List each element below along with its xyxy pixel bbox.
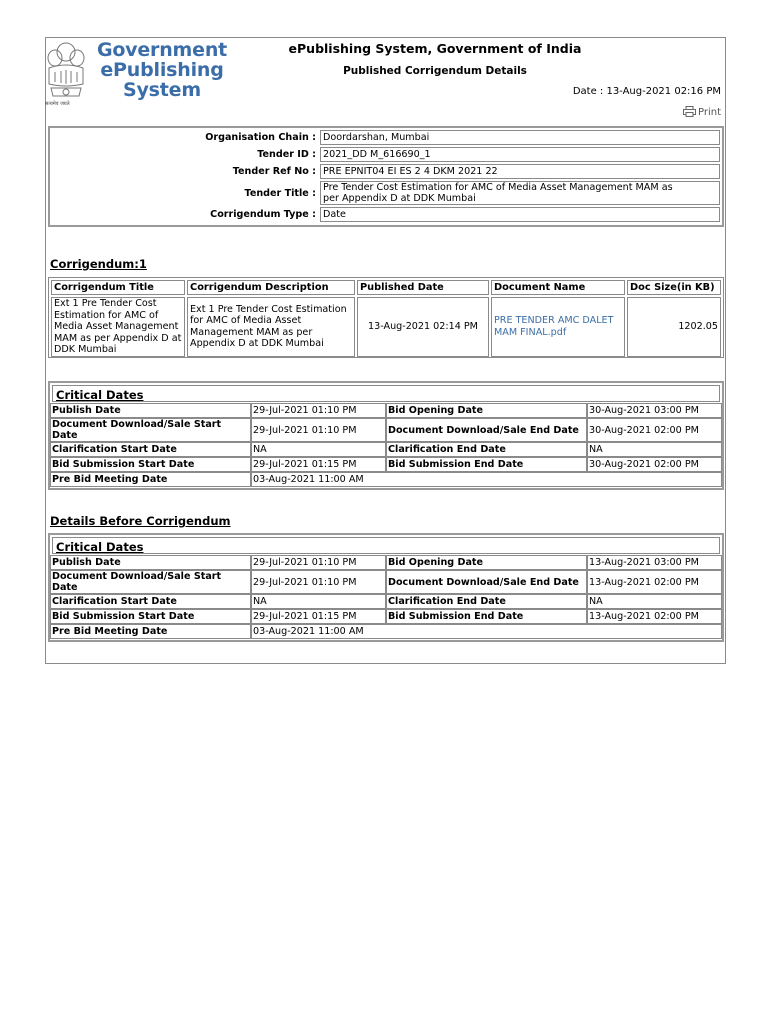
date-value: 13-Aug-2021 02:00 PM bbox=[587, 570, 722, 594]
table-row bbox=[50, 457, 722, 472]
date-value: 30-Aug-2021 02:00 PM bbox=[587, 418, 722, 442]
logo-line: System bbox=[123, 79, 201, 101]
details-before-heading: Details Before Corrigendum bbox=[50, 514, 231, 528]
date-value: NA bbox=[587, 442, 722, 457]
tender-label: Corrigendum Type : bbox=[210, 209, 316, 220]
report-date: Date : 13-Aug-2021 02:16 PM bbox=[572, 86, 721, 97]
date-value: 29-Jul-2021 01:15 PM bbox=[251, 457, 386, 472]
tender-details-box bbox=[48, 126, 724, 227]
date-value: NA bbox=[587, 594, 722, 609]
date-value: 13-Aug-2021 03:00 PM bbox=[587, 555, 722, 570]
critical-dates-box bbox=[48, 381, 724, 490]
corrigendum-table-box bbox=[48, 277, 724, 358]
tender-label: Tender Ref No : bbox=[232, 166, 316, 177]
table-row bbox=[50, 555, 722, 570]
published-date: 13-Aug-2021 02:14 PM bbox=[357, 297, 489, 357]
corrigendum-heading: Corrigendum:1 bbox=[50, 257, 147, 271]
date-value: NA bbox=[251, 442, 386, 457]
date-label: Bid Submission End Date bbox=[386, 457, 587, 472]
corrigendum-table bbox=[49, 278, 723, 359]
logo-line: ePublishing bbox=[100, 59, 224, 81]
date-value: 29-Jul-2021 01:10 PM bbox=[251, 555, 386, 570]
date-label: Clarification Start Date bbox=[50, 442, 251, 457]
tender-value: Pre Tender Cost Estimation for AMC of Media Asset Management MAM as per Appendix D at DDK Mumbai bbox=[320, 181, 720, 205]
doc-size: 1202.05 bbox=[627, 297, 721, 357]
table-row bbox=[50, 570, 722, 594]
table-header-row bbox=[51, 280, 721, 295]
date-label: Document Download/Sale Start Date bbox=[50, 418, 251, 442]
date-value: 29-Jul-2021 01:10 PM bbox=[251, 418, 386, 442]
tender-value: Date bbox=[320, 207, 720, 222]
critical-dates-title: Critical Dates bbox=[52, 385, 720, 402]
before-critical-dates-title: Critical Dates bbox=[52, 537, 720, 554]
table-row bbox=[52, 130, 720, 145]
date-label: Bid Opening Date bbox=[386, 403, 587, 418]
date-label: Publish Date bbox=[50, 403, 251, 418]
table-row bbox=[50, 418, 722, 442]
emblem-caption: सत्यमेव जयते bbox=[45, 101, 70, 107]
corrigendum-description: Ext 1 Pre Tender Cost Estimation for AMC of Media Asset Management MAM as per Appendix D at DDK Mumbai bbox=[187, 297, 355, 357]
date-label: Bid Submission Start Date bbox=[50, 457, 251, 472]
print-button[interactable] bbox=[683, 106, 721, 118]
tender-value: PRE EPNIT04 EI ES 2 4 DKM 2021 22 bbox=[320, 164, 720, 179]
date-label: Document Download/Sale Start Date bbox=[50, 570, 251, 594]
table-row bbox=[52, 207, 720, 222]
table-row bbox=[50, 609, 722, 624]
table-row bbox=[52, 164, 720, 179]
table-row bbox=[50, 594, 722, 609]
table-row bbox=[50, 472, 722, 487]
printer-icon bbox=[683, 106, 696, 117]
date-label: Bid Submission End Date bbox=[386, 609, 587, 624]
date-label: Clarification End Date bbox=[386, 442, 587, 457]
date-label: Bid Submission Start Date bbox=[50, 609, 251, 624]
column-header: Document Name bbox=[491, 280, 625, 295]
date-label: Publish Date bbox=[50, 555, 251, 570]
tender-label: Tender Title : bbox=[244, 187, 316, 199]
corrigendum-title: Ext 1 Pre Tender Cost Estimation for AMC of Media Asset Management MAM as per Appendix D at DDK Mumbai bbox=[51, 297, 185, 357]
date-value: 29-Jul-2021 01:10 PM bbox=[251, 570, 386, 594]
epublishing-logo bbox=[92, 40, 232, 100]
before-critical-dates-box bbox=[48, 533, 724, 642]
table-row bbox=[51, 297, 721, 357]
date-label: Bid Opening Date bbox=[386, 555, 587, 570]
date-label: Document Download/Sale End Date bbox=[386, 570, 587, 594]
tender-label: Organisation Chain : bbox=[205, 132, 316, 143]
date-label: Document Download/Sale End Date bbox=[386, 418, 587, 442]
logo-line: Government bbox=[96, 39, 228, 61]
tender-value: Doordarshan, Mumbai bbox=[320, 130, 720, 145]
date-value: 13-Aug-2021 02:00 PM bbox=[587, 609, 722, 624]
date-value: 29-Jul-2021 01:15 PM bbox=[251, 609, 386, 624]
tender-label: Tender ID : bbox=[257, 149, 316, 160]
critical-dates-table bbox=[50, 403, 722, 487]
column-header: Corrigendum Title bbox=[51, 280, 185, 295]
date-label: Pre Bid Meeting Date bbox=[50, 624, 251, 639]
column-header: Corrigendum Description bbox=[187, 280, 355, 295]
page-subtitle: Published Corrigendum Details bbox=[343, 65, 527, 77]
tender-value: 2021_DD M_616690_1 bbox=[320, 147, 720, 162]
date-value: 29-Jul-2021 01:10 PM bbox=[251, 403, 386, 418]
tender-details-table bbox=[50, 128, 722, 224]
date-value: 30-Aug-2021 03:00 PM bbox=[587, 403, 722, 418]
print-label: Print bbox=[697, 107, 721, 118]
table-row bbox=[52, 181, 720, 205]
date-label: Clarification Start Date bbox=[50, 594, 251, 609]
date-label: Clarification End Date bbox=[386, 594, 587, 609]
column-header: Doc Size(in KB) bbox=[627, 280, 721, 295]
date-value: 30-Aug-2021 02:00 PM bbox=[587, 457, 722, 472]
document-link[interactable]: PRE TENDER AMC DALET MAM FINAL.pdf bbox=[491, 297, 625, 357]
system-title: ePublishing System, Government of India bbox=[288, 41, 582, 56]
column-header: Published Date bbox=[357, 280, 489, 295]
table-row bbox=[50, 403, 722, 418]
date-value: 03-Aug-2021 11:00 AM bbox=[251, 472, 722, 487]
national-emblem-icon bbox=[41, 38, 91, 104]
date-value: 03-Aug-2021 11:00 AM bbox=[251, 624, 722, 639]
table-row bbox=[52, 147, 720, 162]
before-critical-dates-table bbox=[50, 555, 722, 639]
date-label: Pre Bid Meeting Date bbox=[50, 472, 251, 487]
table-row bbox=[50, 442, 722, 457]
date-value: NA bbox=[251, 594, 386, 609]
table-row bbox=[50, 624, 722, 639]
